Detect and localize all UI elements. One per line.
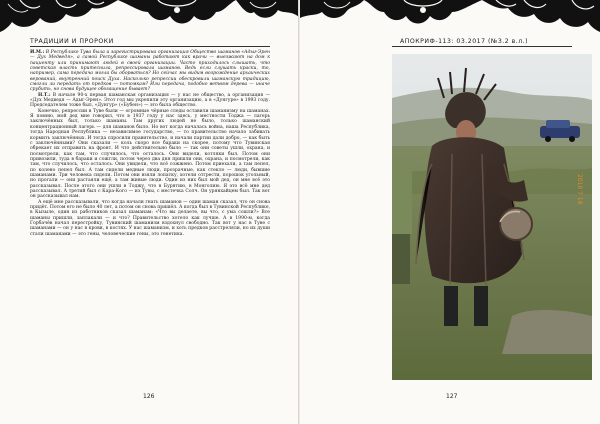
tribal-ornament-right-2: [364, 0, 482, 32]
question-label: И.М.:: [30, 50, 45, 55]
header-rule-left: [30, 46, 270, 47]
answer-text: В начале 90-х первая шаманская организация — у нас не общество, а организация — «Дух Медведя — Адыг-Эрен». Этот год мы укрепили эту организацию, а в «Дунгуре» в 1993 году. Председателем тоже был, «Дунгур» («Бубен») — это была общество.: [30, 92, 271, 109]
header-rule-right: [392, 46, 572, 47]
page-header-right: АПОКРИФ-113: 03.2017 (№3.2 в.л.): [400, 38, 529, 45]
tribal-ornament-left-3: [236, 0, 300, 32]
ground-offerings: [502, 310, 592, 354]
shaman-photo-illustration: [392, 54, 592, 380]
page-number-left: 126: [143, 393, 155, 400]
tribal-ornament-right: [300, 0, 364, 32]
question-text: В Республике Тува была и зарегистрирована организация Общество шаманов «Адыг-Эрен — Дух Медведя», а самой Республике шаманы работают как врачи — выезжают на дом к пациенту или принимают людей в своей организации. Часто приходилось слышать, что советская власть притеснила, репрессировала шаманов. Ведь если слушать краски, то, например, сама передача могла бы оборваться? Но сейчас мы видим возрождение архаических верований, внутренний поиск Духа. Насколько репрессии обескровили шаманскую традицию, смогли ли передать от предков — потомкам? Или передача, подобно ветвям дерева — иначе срубить, но снова будущее обогащение бывает?: [30, 50, 270, 93]
tribal-ornament-right-3: [482, 0, 600, 32]
page-number-right: 127: [446, 393, 458, 400]
page-header-left: ТРАДИЦИИ И ПРОРОКИ: [30, 38, 114, 45]
article-body: [30, 50, 270, 237]
answer-label: Н.Т.:: [38, 92, 51, 98]
interview-question: [30, 50, 270, 93]
tribal-ornament-left-2: [118, 0, 236, 32]
tribal-ornament-left: [0, 0, 118, 32]
paragraph: Конечно, репрессии в Туве были — огромные чёрные следы оставили шаманизму на шаманах. Я помню, мой дед мне говорил, что в 1937 году у нас здесь, у местности Тоджа — лагерь заключённых был, только шаманы. Там других людей не было, только шаманский концентрационный лагерь — для шаманов было. Но вот когда началась война, наша Республика, тогда Народная Республика — независимое государство, — то правительство начало забивать кормить заключённых. И тогда спросили правительство, и начали партии дали добро, — как быть с заключёнными? Они сказали — коль скоро все бараки на скорее, потому что Тувинская обрекает их отправить на фронт. И что действительно было — так они советы ушли, охрана, и посмотрели, как там, что случилось, что осталось. Они видели, котляки был. Потом они привозили, туда в бараки и сожгли, потом через два дня пришли они, охрана, и посмотрели, как там, что случилось, что осталось. Они увидели, что всё сожжено. Потом приехали, а там пепел, по колено пепел был. А там сидели медные люди, прозрачные, как стекло — люди, бывшие шаманами. Три человека сидели. Потом они взяли лопатку, хотели отгрести, порошок угольный, но прогали — они растаяли ещё, а там живые люди. Один из них был мой дед, он мне всё это рассказывал. После этого они ушли в Тоджу, что в Бурятию, в Монголию. Я это всё мне дед рассказывал. А третий был с Кара-Кого — из Тувы, с местечка Солч. Он урянхайцем был. Так вот он рассказывал нам.: [30, 108, 270, 200]
interview-answer: [30, 93, 270, 109]
shaman-photo: [392, 54, 592, 380]
bystander-figure: [392, 164, 412, 284]
paragraph: А ещё мне рассказывали, что когда начали гнать шаманов — один шаман сказал, что он снова придёт. Потом его не было 40 лет, а потом он снова пришёл. А когда был в Тувинской Республике, в Кызыле, один из работников сказал шаманам: «Что вы делаете, вы что, с ума сошли?» Все шаманы пришли, заплакали — и что? Правительство хотело как лучше. А в 1990-м, когда Горбачёв начал перестройку, Тувинский шаманизм вздохнул свободно. Так вот у нас в Туве с шаманами — он у нас в крови, в костях. У нас шаманизм, и хоть предков расстреляли, но их души стали шаманами — это гены, человеческие гены, это генетика.: [30, 199, 271, 237]
photo-datestamp: 2010 7 18: [576, 174, 583, 205]
